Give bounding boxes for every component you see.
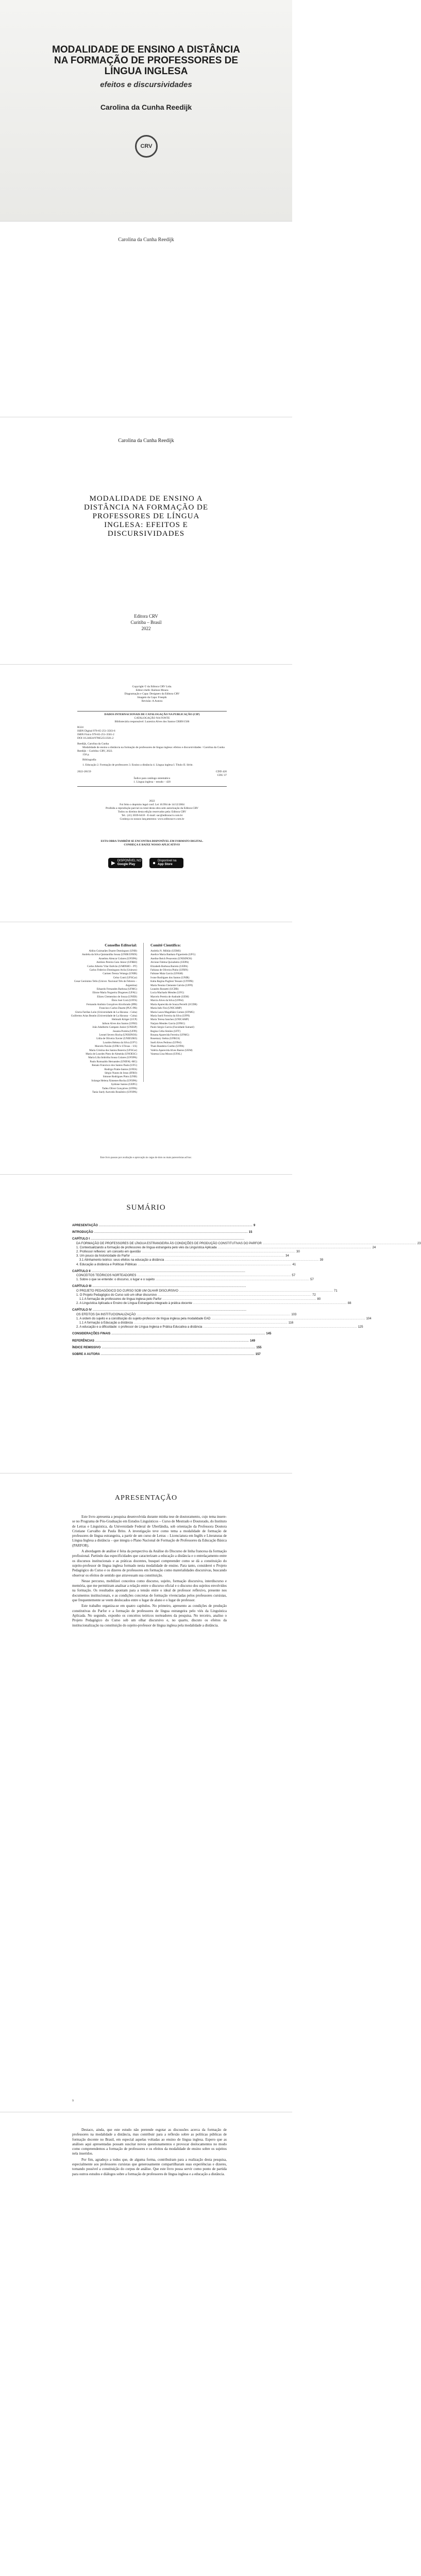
committee-member: Maria Neuma Clemente Galvão (UFPI) <box>150 984 193 987</box>
column-divider <box>143 943 144 1082</box>
committee-member: Kátia Regina Pugliesi Tessaro (UTFPR) <box>150 980 194 984</box>
toc-entry[interactable] <box>72 1308 230 1312</box>
committee-member: Vanessa Lina Moura (UFAL) <box>150 1052 182 1056</box>
toc-entry-label: ÍNDICE REMISSIVO ..... <box>72 1346 255 1350</box>
legal-contact: Tel.: (41) 3039-6418 - E-mail: sac@editoracrv.com.br <box>121 814 183 817</box>
peer-review-note: Este livro passou por avaliação e aprovação às cegas de dois ou mais pareceristas ad hoc. <box>100 1157 192 1159</box>
legal-block <box>77 800 227 821</box>
table-of-contents-page <box>0 1175 421 1473</box>
council-member: Maria Cristina dos Santos Bezerra (UFSCar) <box>89 1048 137 1052</box>
editor-line: Editor-chefe: Railson Moura <box>136 689 169 692</box>
council-member: Anselmo Alencar Colares (UFOPA) <box>98 957 137 960</box>
toc-entry-page: 125 <box>358 1326 363 1329</box>
toc-entry-page: 30 <box>296 1250 300 1254</box>
cip-block <box>77 713 227 777</box>
council-member: Rodrigo Pratte-Santos (UFES) <box>104 1067 137 1071</box>
toc-list <box>72 1221 421 1357</box>
council-member: Maria de Lourdes Pinto de Almeida (UNOESC) <box>86 1052 137 1056</box>
council-member: Sérgio Nunes de Jesus (IFRO) <box>104 1072 137 1075</box>
toc-entry-label: CAPÍTULO II ..... <box>72 1269 245 1274</box>
cdu-code: CDU 37 <box>217 774 227 777</box>
app-store-label: App Store <box>158 863 173 866</box>
editorial-council-page <box>0 922 292 1175</box>
presentation-paragraph: A abordagem de análise é feita da perspectiva da Análise do Discurso de linha francesa da formação profissional. Partindo das especificidades que caracterizam a educação a distância e o entrelaçamento entre os discursos institucionais e as práticas docentes, busquei compreender como se dá a constituição do sujeito-professor de língua inglesa formado nesta modalidade de ensino. Para tanto, considerei o Projeto Pedagógico do Curso e os dizeres de professores em formação como materialidades discursivas, buscando observar os efeitos de sentido que atravessam sua constituição. <box>72 1549 227 1578</box>
toc-entry-label: O PROJETO PEDAGÓGICO DO CURSO SOB UM OLHAR DISCURSIVO ..... <box>76 1289 333 1293</box>
toc-entry-page <box>244 1237 245 1241</box>
toc-entry[interactable] <box>72 1269 230 1274</box>
toc-entry[interactable] <box>72 1293 316 1297</box>
doi: DOI 10.24824/978652513501.2 <box>77 737 114 740</box>
cip-librarian: Bibliotecária responsável: Luzenira Alves dos Santos CRB9/1506 <box>114 720 190 723</box>
title-page-title: MODALIDADE DE ENSINO A DISTÂNCIA NA FORMAÇÃO DE PROFESSORES DE LÍNGUA INGLESA: EFEITOS E DISCURSIVIDADES <box>83 495 209 538</box>
council-member: Solange Helena Ximenes-Rocha (UFOPA) <box>91 1079 137 1082</box>
council-member: Marcelo Paixão (UFRJ e UTexas – US) <box>94 1045 137 1048</box>
legal-reserved: Todos os direitos desta edição reservados pela: Editora CRV <box>117 810 187 814</box>
toc-entry-label: 2. A educação e a dificuldade: o professor de Língua Inglesa e Prática Educativa a distância ..... <box>76 1325 357 1329</box>
cip-subtitle: CATALOGAÇÃO NA FONTE <box>134 717 170 720</box>
isbn-digital: ISBN Digital 978-65-251-3503-6 <box>77 730 115 733</box>
toc-entry-page: 157 <box>255 1353 261 1357</box>
cip-number: 2022-28159 <box>77 770 91 773</box>
committee-member: Maria Aparecida de Souza Perrelli (UCDB) <box>150 1003 197 1006</box>
toc-entry-label: REFERÊNCIAS ..... <box>72 1339 249 1343</box>
page-number: 9 <box>72 2099 74 2103</box>
committee-member: Anelice Maria Banhara Figueiredo (UFG) <box>150 953 196 957</box>
copyright-page <box>0 665 292 922</box>
council-member: Carlos Federico Dominguez Avila (Unieuro) <box>89 969 137 972</box>
toc-entry[interactable] <box>72 1284 230 1289</box>
council-member: João Adalberto Campato Junior (UNESP) <box>92 1026 137 1029</box>
toc-entry-page: 80 <box>317 1298 321 1301</box>
toc-entry-page: 39 <box>319 1259 324 1262</box>
committee-member: Lucia Machado Mendes (UFG) <box>150 991 184 995</box>
council-member: Élsio José Corá (UFFS) <box>111 999 137 1003</box>
cip-pages: 158 p. <box>82 753 90 756</box>
publisher-logo-icon <box>135 135 158 158</box>
toc-entry-page: 41 <box>292 1263 296 1266</box>
legal-rights: Proibida a reprodução parcial ou total desta obra sem autorização da Editora CRV <box>105 807 199 810</box>
toc-entry[interactable] <box>72 1263 296 1267</box>
toc-entry-page: 57 <box>292 1274 296 1278</box>
scientific-committee-header: Comitê Científico: <box>150 943 181 947</box>
toc-entry[interactable] <box>72 1332 272 1336</box>
toc-entry-page: 145 <box>266 1332 272 1336</box>
toc-entry-page: 71 <box>333 1289 338 1293</box>
council-member: Renato Francisco dos Santos Paula (UFG) <box>92 1064 137 1067</box>
toc-entry-label: OS EFEITOS DA INSTITUCIONALIZAÇÃO ..... <box>76 1313 290 1317</box>
toc-entry[interactable] <box>72 1246 376 1250</box>
toc-entry-label: CONSIDERAÇÕES FINAIS ..... <box>72 1332 265 1336</box>
committee-member: Maria Teresa Sanchez (UNICAMP) <box>150 1018 189 1022</box>
toc-entry-page <box>245 1269 246 1274</box>
toc-entry-label: CAPÍTULO I ..... <box>72 1237 244 1241</box>
editorial-council-header: Conselho Editorial: <box>105 943 137 947</box>
app-subtitle: CONHEÇA E BAIXE NOSSO APLICATIVO! <box>124 843 180 846</box>
council-member: Josania Portela (UFPI) <box>112 1029 137 1033</box>
toc-entry-page: 149 <box>250 1339 256 1343</box>
app-store-caption: Disponível na <box>158 859 177 862</box>
toc-entry-page: 103 <box>291 1313 297 1316</box>
toc-entry[interactable] <box>72 1278 314 1282</box>
presentation-paragraph: Por fim, agradeço a todos que, de alguma forma, contribuíram para a realização desta pesquisa, especialmente aos professores cursistas que generosamente compartilharam suas experiências e dizeres, tornando possível a constituição do corpus de análise. Que este livro possa servir como ponto de partida para outros estudos e diálogos sobre a formação de professores de língua inglesa e a educação a distância. <box>72 2157 227 2176</box>
council-member: Tania Suely Azevedo Brasileiro (UFOPA) <box>92 1091 137 1094</box>
review-line: Revisão: A Autora <box>141 700 163 703</box>
council-member: Antônio Pereira Gaio Júnior (UFRRJ) <box>96 961 137 964</box>
app-store-button[interactable] <box>149 858 183 868</box>
toc-entry-label: SOBRE A AUTORA ..... <box>72 1352 255 1357</box>
committee-member: Valéria Aparecida Alves Bastos (UEM) <box>150 1048 193 1052</box>
toc-entry[interactable] <box>72 1313 297 1317</box>
cip-code: R324 <box>77 726 83 729</box>
toc-entry-page: 23 <box>417 1242 421 1245</box>
toc-entry[interactable] <box>72 1317 372 1321</box>
toc-entry-page: 155 <box>256 1346 262 1349</box>
publisher-logo-text: CRV <box>140 143 153 149</box>
app-block <box>77 840 227 847</box>
council-member: Eduardo Fernandes Barbosa (UFMG) <box>96 988 137 991</box>
toc-entry-page: 72 <box>312 1293 316 1297</box>
council-member: Jailson Alves dos Santos (UFRJ) <box>102 1022 137 1025</box>
presentation-paragraph: Este livro apresenta a pesquisa desenvolvida durante minha tese de doutoramento, cujo tema insere-se no Programa de Pós-Graduação em Estudos Linguísticos – Curso de Mestrado e Doutorado, do Instituto de Letras e Linguística, da Universidade Federal de Uberlândia, sob orientação da Professora Doutora Cristiane Carvalho de Paula Brito. A investigação teve como tema a modalidade de formação de professores de língua estrangeira, a partir de um curso de Letras – Licenciatura em Inglês e Literaturas de Língua Inglesa a distância – que integra o Plano Nacional de Formação de Professores da Educação Básica (PARFOR). <box>72 1515 227 1548</box>
council-member: Celso Conti (UFSCar) <box>113 976 137 979</box>
google-play-label: Google Play <box>117 863 136 866</box>
toc-entry[interactable] <box>72 1230 252 1234</box>
committee-member: Leandro Rossetti (UCDB) <box>150 988 179 991</box>
cip-author: Reedijk, Carolina da Cunha <box>77 742 109 745</box>
presentation-body <box>72 1515 227 1629</box>
presentation-title: APRESENTAÇÃO <box>114 1494 178 1502</box>
toc-entry[interactable] <box>72 1339 256 1343</box>
council-member: Tadeu Oliver Gonçalves (UFPA) <box>102 1087 137 1090</box>
toc-entry[interactable] <box>72 1352 261 1357</box>
title-page-author: Carolina da Cunha Reedijk <box>118 438 174 444</box>
presentation-page <box>0 1473 292 2112</box>
committee-member: Thaís Bandeira Coelho (UFPA) <box>150 1045 184 1048</box>
toc-entry[interactable] <box>72 1237 230 1241</box>
committee-member: Ivone Rodrigues dos Santos (UNIR) <box>150 976 190 979</box>
council-member: Cesar Gerónimo Tello (Univer. Nacional Três de Febrero – Argentina) <box>74 980 137 987</box>
cover-title: MODALIDADE DE ENSINO A DISTÂNCIA NA FORMAÇÃO DE PROFESSORES DE LÍNGUA INGLESA <box>52 44 240 77</box>
toc-entry[interactable] <box>72 1301 351 1306</box>
title-page <box>0 417 292 665</box>
toc-entry-label: 1.1 A formação à Educação a distância ..... <box>79 1321 288 1325</box>
toc-entry-page: 34 <box>285 1255 289 1258</box>
publisher-city: Curitiba – Brasil <box>130 620 162 625</box>
toc-entry[interactable] <box>72 1325 363 1329</box>
presentation-paragraph: Nesse percurso, mobilizei conceitos como discurso, sujeito, formação discursiva, interdiscurso e memória, que me permitiram analisar a relação entre o discurso oficial e o discurso dos sujeitos envolvidos na formação. Os resultados apontam para a tensão entre o ideal de professor reflexivo, presente nos documentos institucionais, e as condições concretas de formação vivenciadas pelos professores cursistas, que frequentemente se veem deslocados entre o lugar de aluno e o lugar de professor. <box>72 1579 227 1603</box>
toc-title: SUMÁRIO <box>126 1204 166 1212</box>
toc-entry[interactable] <box>72 1289 338 1293</box>
copyright-line: Copyright © da Editora CRV Ltda. <box>132 685 172 688</box>
toc-entry-page: 116 <box>288 1321 294 1325</box>
cover-image-line: Imagem da Capa: Freepik <box>137 696 167 699</box>
cip-title: DADOS INTERNACIONAIS DE CATALOGAÇÃO NA PUBLICAÇÃO (CIP) <box>104 713 200 716</box>
cover-subtitle: efeitos e discursividades <box>100 80 192 89</box>
presentation-paragraph: Este trabalho organiza-se em quatro capítulos. No primeiro, apresento as condições de produção constitutivas do Parfor e a formação de professores de língua estrangeira pelo viés da Linguística Aplicada. No segundo, exponho os conceitos teóricos norteadores da pesquisa. No terceiro, analiso o Projeto Pedagógico do Curso sob um olhar discursivo e, no quarto, discuto os efeitos da institucionalização na constituição do sujeito-professor de língua inglesa pela modalidade a distância. <box>72 1604 227 1628</box>
toc-entry-label: 2. A Linguística Aplicada e Ensino de Língua Estrangeira integrado à prática docente ..... <box>76 1301 347 1306</box>
toc-entry[interactable] <box>72 1224 256 1228</box>
toc-entry-label: INTRODUÇÃO ..... <box>72 1230 248 1234</box>
apple-icon: ● <box>153 860 156 866</box>
google-play-caption: DISPONÍVEL NO <box>117 859 142 862</box>
toc-entry-label: 3.1 Alinhamento teórico: seus efeitos na educação a distância ..... <box>79 1258 319 1262</box>
toc-entry[interactable] <box>72 1274 296 1278</box>
council-member: Helmuth Krüger (UCP) <box>112 1018 137 1022</box>
committee-member: Sueli Alves Pedroso (UFPel) <box>150 1041 181 1044</box>
committee-member: Rosemary Siebra (UFRGS) <box>150 1037 180 1041</box>
council-member: Sydione Santos (UEPG) <box>111 1083 137 1087</box>
google-play-button[interactable] <box>108 858 142 868</box>
committee-member: Fabiane Maia Garcia (UFAM) <box>150 972 183 976</box>
editorial-council <box>65 943 137 1094</box>
credits-block <box>77 685 227 703</box>
council-member: Carlos Alberto Vilar Estêvão (UMINHO – PT) <box>87 964 137 968</box>
isbn-print: ISBN Físico 978-65-251-3501-2 <box>77 733 114 736</box>
committee-member: Maria Laura Magalhães Gomes (UFMG) <box>150 1010 195 1014</box>
toc-entry[interactable] <box>72 1254 289 1258</box>
toc-entry-label: CAPÍTULO III ..... <box>72 1284 246 1289</box>
council-member: Andréia da Silva Quintanilha Sousa (UNIR/UFRN) <box>81 953 137 957</box>
committee-member: Rosana Aparecida Ferreira (UFMG) <box>150 1033 190 1037</box>
toc-entry-page: 88 <box>347 1302 351 1306</box>
index-block <box>77 777 227 784</box>
toc-entry-label: 2. Professor reflexivo: um conceito em questão ..... <box>76 1250 295 1254</box>
council-member: Lourdes Helena da Silva (UFV) <box>103 1041 137 1044</box>
toc-entry[interactable] <box>72 1242 421 1246</box>
council-member: Lídia de Oliveira Xavier (UNIEURO) <box>96 1037 137 1041</box>
toc-entry-page: 9 <box>253 1224 256 1227</box>
toc-entry[interactable] <box>72 1346 262 1350</box>
presentation-body-continued <box>72 2128 227 2178</box>
committee-member: Maria Sueli Ferreira da Silva (UFPI) <box>150 1014 190 1018</box>
legal-website: Conheça os nossos lançamentos: www.editoracrv.com.br <box>120 818 184 821</box>
council-member: Elione Maria Nogueira Diogenes (UFAL) <box>92 991 137 995</box>
committee-member: Andréia N. Militão (UEMS) <box>150 950 181 953</box>
committee-member: Regina Célia Simões (UFT) <box>150 1029 181 1033</box>
committee-member: Maria Inês Fini (UNICAMP) <box>150 1007 182 1010</box>
committee-member: Paulo Sergio Garcia (Faculdade Sumaré) <box>150 1026 194 1029</box>
cip-book: Modalidade de ensino a distância na formação de professores de língua inglesa: efeitos e discursividades / Carolina da Cunha Reedijk – Curitiba: CRV, 2022. <box>77 746 225 753</box>
committee-member: Elizabeth Barbosa Barreto (UEPA) <box>150 964 188 968</box>
toc-entry-label: 1.1 A formação de professores de língua inglesa pelo Parfor ..... <box>79 1297 316 1301</box>
council-member: Maria Lília Imbiriba Sousa Colares (UFOPA) <box>88 1056 137 1060</box>
council-member: Carmen Tereza Velanga (UNIR) <box>103 972 137 976</box>
cip-subjects: 1. Educação 2. Formação de professores 3. Ensino a distância 4. Língua inglesa I. Título II. Série. <box>82 764 193 767</box>
legal-deposit: Foi feito o depósito legal conf. Lei 10.994 de 14/12/2004 <box>120 803 184 806</box>
presentation-paragraph: Destaco, ainda, que este estudo não pretende esgotar as discussões acerca da formação de professores na modalidade a distância, mas contribuir para a reflexão sobre as políticas públicas de formação docente no Brasil, em especial aquelas voltadas ao ensino de língua inglesa. Espero que as análises aqui apresentadas possam suscitar novos questionamentos e provocar deslocamentos no modo como compreendemos a formação de professores e os efeitos da modalidade de ensino sobre os sujeitos nela inseridos. <box>72 2128 227 2156</box>
publisher-name: Editora CRV <box>134 614 158 619</box>
title-page-imprint <box>0 613 292 632</box>
committee-member: Fabiana de Oliveira Pinho (UFRN) <box>150 969 188 972</box>
council-member: Elizeu Clementino de Souza (UNEB) <box>97 995 137 998</box>
presentation-page-continued <box>0 2112 292 2576</box>
council-member: Aldira Guimarães Duarte Domínguez (UNB) <box>89 950 137 953</box>
index-title: Índice para catálogo sistemático <box>133 777 171 780</box>
book-cover <box>0 0 292 222</box>
toc-entry[interactable] <box>72 1250 300 1254</box>
toc-entry-page <box>246 1284 247 1289</box>
toc-entry-page: 15 <box>248 1231 252 1234</box>
legal-year: 2022 <box>149 800 155 803</box>
editorial-council-list <box>65 950 137 1094</box>
toc-entry-label: 1. Contextualizando a formação de professores de língua estrangeira pelo viés da Linguística Aplicada ..... <box>76 1246 372 1250</box>
toc-entry[interactable] <box>72 1258 324 1262</box>
toc-entry-page: 24 <box>372 1246 376 1249</box>
toc-entry-page: 57 <box>310 1278 314 1282</box>
toc-entry-label: 3. Um pouco da historicidade do Parfor ..... <box>76 1254 284 1258</box>
toc-entry-page: 104 <box>366 1317 372 1320</box>
half-title-author: Carolina da Cunha Reedijk <box>118 237 174 243</box>
council-member: Leonel Severo Rocha (UNISINOS) <box>99 1033 137 1037</box>
toc-entry-label: 1. Sobre o que se entende: o discurso, o lugar e o sujeito ..... <box>76 1278 309 1282</box>
toc-entry-label: CONCEITOS TEÓRICOS NORTEADORES ..... <box>76 1274 291 1278</box>
app-title: ESTA OBRA TAMBÉM SE ENCONTRA DISPONÍVEL EM FORMATO DIGITAL. <box>100 840 204 843</box>
toc-entry-label: 1. O Projeto Pedagógico do Curso sob um olhar discursivo ..... <box>76 1293 311 1297</box>
half-title-page <box>0 222 292 417</box>
council-member: Fernando Antônio Gonçalves Alcoforado (IPB) <box>86 1003 137 1006</box>
cover-author: Carolina da Cunha Reedijk <box>100 103 192 111</box>
cip-bottom-rule <box>77 786 227 787</box>
toc-entry-label: APRESENTAÇÃO ..... <box>72 1224 252 1228</box>
toc-entry[interactable] <box>72 1321 294 1325</box>
cip-bibliography: Bibliografia <box>82 758 96 761</box>
cdd-code: CDD 420 <box>215 770 227 773</box>
scientific-committee <box>150 943 233 1056</box>
council-member: Simone Rodrigues Pinto (UNB) <box>103 1075 137 1079</box>
committee-member: Marcia Alves da Silva (UFPel) <box>150 999 183 1003</box>
toc-entry-label: DA FORMAÇÃO DE PROFESSORES DE LÍNGUA ESTRANGEIRA ÀS CONDIÇÕES DE PRODUÇÃO CONSTITUTIVAS DO PARFOR ..... <box>76 1242 416 1246</box>
council-member: Gloria Fariñas León (Universidade de La Havana – Cuba) <box>75 1010 137 1014</box>
index-line: 1. Língua inglesa – estudo – 420 <box>133 781 171 784</box>
committee-member: Marcelo Pereira de Andrade (UEM) <box>150 995 189 998</box>
toc-entry-page <box>246 1308 247 1312</box>
council-member: Guillermo Arias Beatón (Universidade de La Havana – Cuba) <box>71 1014 137 1018</box>
council-member: Francisco Carlos Duarte (PUC-PR) <box>99 1007 137 1010</box>
committee-member: Alcione Fátima Quixabeira (UEPA) <box>150 961 189 964</box>
committee-member: Narjara Mendes Garcia (UFRG) <box>150 1022 185 1025</box>
committee-member: Anelise Reich Pesavento (UNISINOS) <box>150 957 192 960</box>
toc-entry-label: CAPÍTULO IV ..... <box>72 1308 246 1312</box>
layout-line: Diagramação e Capa: Designers da Editora CRV <box>124 692 180 696</box>
toc-entry-label: 4. Educação a distância e Políticas Públicas ..... <box>76 1263 291 1267</box>
council-member: Paulo Romualdo Hernandes (UNIFAL-MG) <box>90 1060 137 1063</box>
toc-entry-label: 1. A ordem do sujeito e a constituição do sujeito-professor de língua inglesa pela modalidade EAD ..... <box>76 1317 365 1321</box>
publication-year: 2022 <box>141 626 151 631</box>
toc-entry[interactable] <box>72 1297 321 1301</box>
google-play-icon: ▶ <box>111 860 115 866</box>
scientific-committee-list <box>150 950 233 1056</box>
